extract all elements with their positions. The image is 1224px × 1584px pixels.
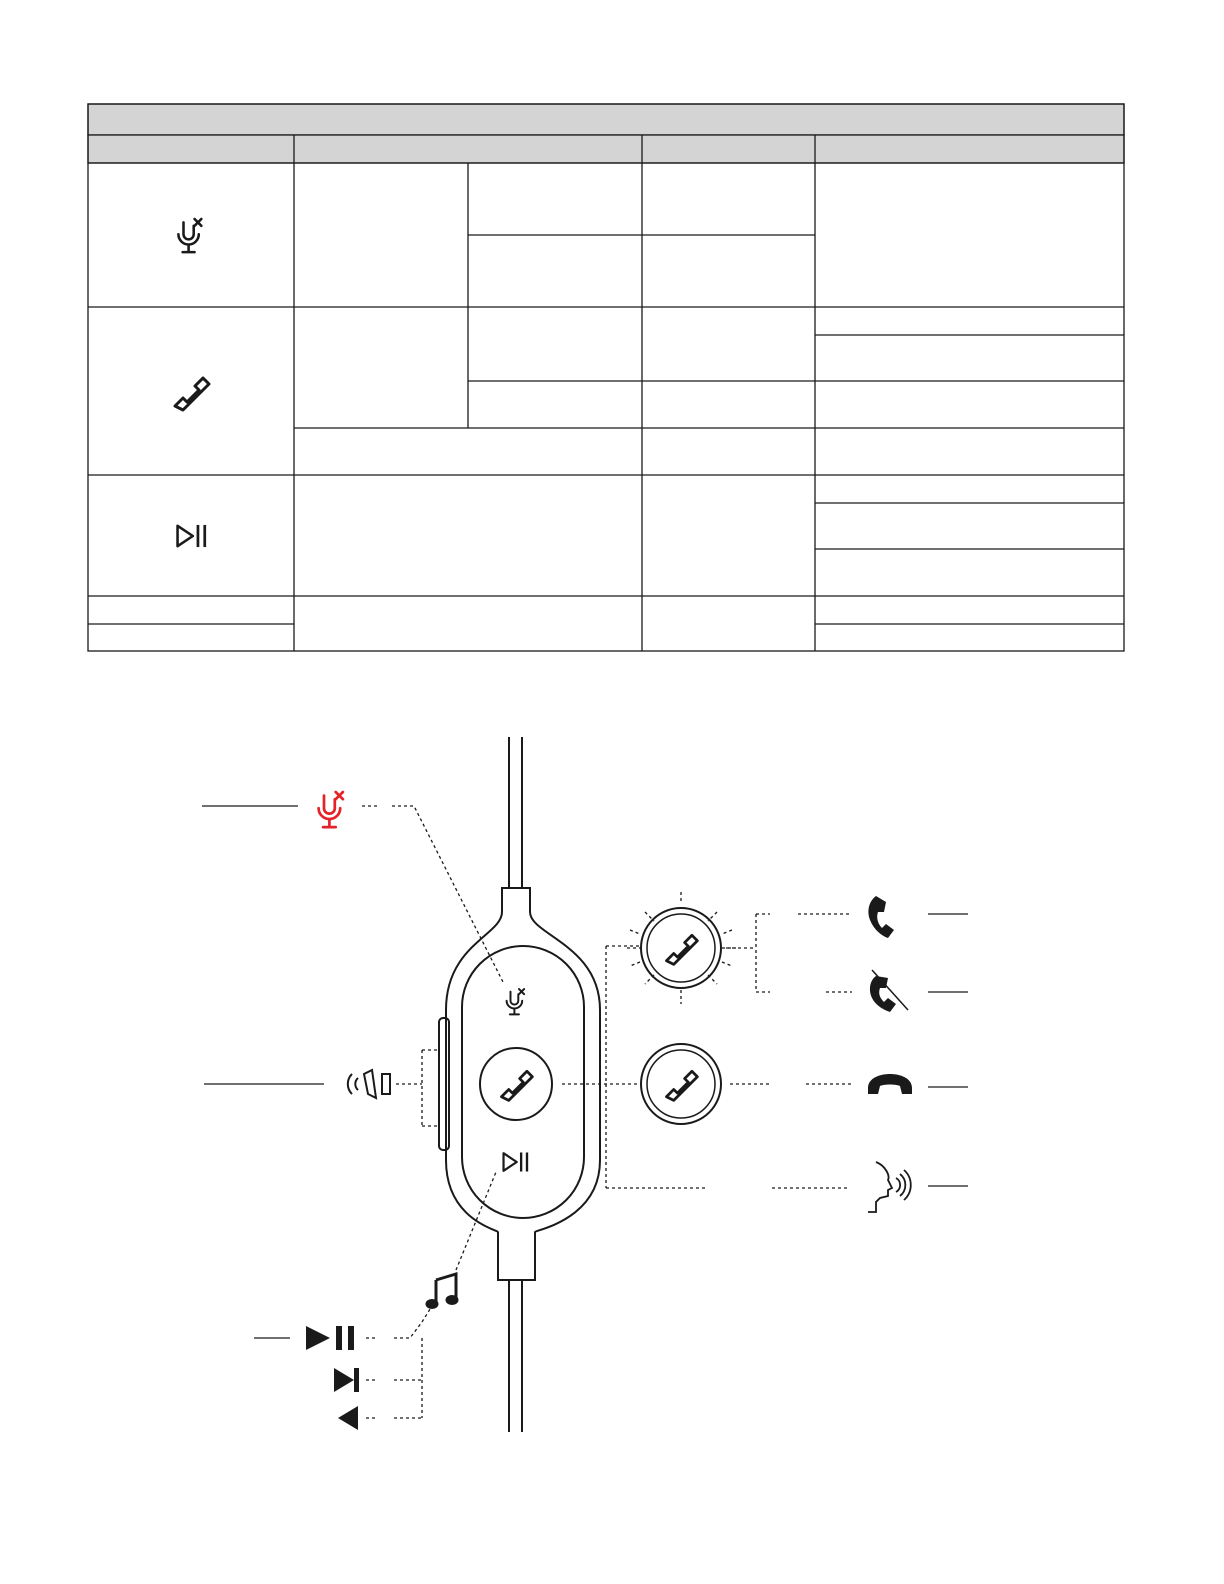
call-handset-icon: [666, 935, 697, 964]
phone-reject-icon: [870, 970, 908, 1012]
call-handset-icon: [666, 1071, 697, 1100]
call-button[interactable]: [480, 1048, 552, 1120]
phone-hangup-icon: [868, 1074, 912, 1094]
voice-assistant-icon: [868, 1162, 911, 1212]
call-handset-icon: [501, 1071, 532, 1100]
volume-rocker[interactable]: [439, 1018, 449, 1150]
call-button-blinking: [627, 892, 736, 1004]
play-pause-icon: [306, 1326, 354, 1350]
phone-answer-icon: [868, 896, 894, 938]
mic-mute-icon: [319, 792, 343, 827]
music-note-icon: [426, 1274, 458, 1309]
previous-track-icon: [338, 1406, 358, 1430]
call-button-active: [641, 1044, 721, 1124]
speaker-volume-icon: [348, 1070, 390, 1098]
next-track-icon: [334, 1368, 359, 1392]
mic-mute-button[interactable]: [507, 989, 525, 1014]
play-pause-button[interactable]: [504, 1152, 527, 1171]
